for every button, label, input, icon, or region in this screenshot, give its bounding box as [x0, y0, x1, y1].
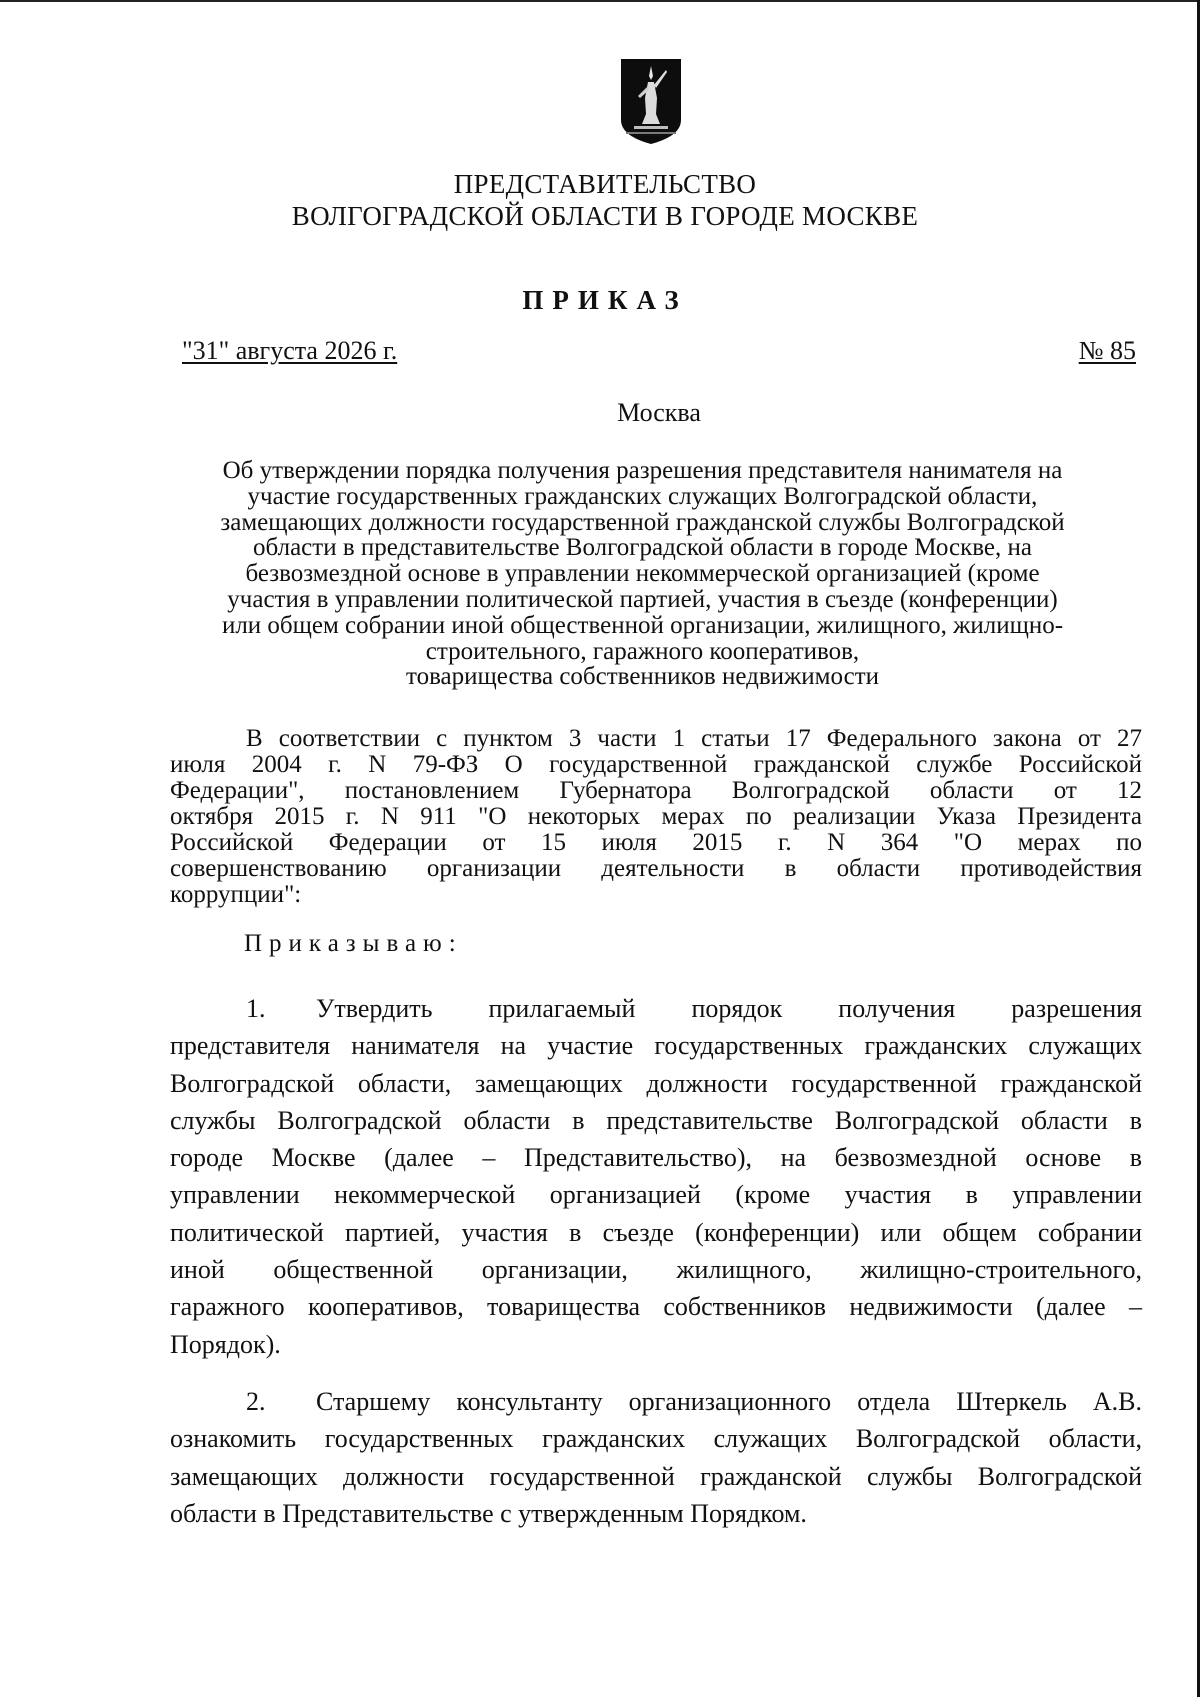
- item-2-number: 2.: [246, 1387, 266, 1416]
- title-line: замещающих должности государственной гражданской службы Волгоградской: [220, 508, 1065, 536]
- organization-name: [0, 168, 1200, 232]
- document-type: ПРИКАЗ: [522, 285, 688, 315]
- order-word: Приказываю:: [244, 930, 463, 957]
- item-1-first-line: [170, 990, 1142, 1027]
- item-2-first-line: [170, 1383, 1142, 1420]
- item-1-line: иной общественной организации, жилищного, жилищно-строительного,: [170, 1255, 1142, 1285]
- preamble-line: Федерации", постановлением Губернатора Волгоградской области от 12: [170, 777, 1142, 804]
- title-line: строительного, гаражного кооперативов,: [425, 637, 860, 665]
- title-line: товарищества собственников недвижимости: [405, 663, 880, 691]
- item-1-line: политической партией, участия в съезде (конференции) или общем собрании: [170, 1217, 1142, 1247]
- item-1-line: управлении некоммерческой организацией (кроме участия в управлении: [170, 1180, 1142, 1210]
- preamble-paragraph: [170, 726, 1142, 908]
- title-line: области в представительстве Волгоградской области в городе Москве, на: [253, 534, 1032, 562]
- preamble-line: коррупции":: [170, 881, 302, 908]
- preamble-line: Российской Федерации от 15 июля 2015 г. N 364 "О мерах по: [170, 829, 1142, 856]
- preamble-line: В соответствии с пунктом 3 части 1 статьи 17 Федерального закона от 27: [246, 725, 1142, 752]
- org-line-1: ПРЕДСТАВИТЕЛЬСТВО: [453, 169, 757, 199]
- title-line: Об утверждении порядка получения разрешения представителя нанимателя на: [222, 457, 1063, 484]
- title-line: участия в управлении политической партией, участия в съезде (конференции): [227, 585, 1058, 613]
- item-2-line: области в Представительстве с утвержденным Порядком.: [170, 1498, 807, 1528]
- item-1-line: Волгоградской области, замещающих должности государственной гражданской: [170, 1068, 1142, 1098]
- order-item-1: [170, 990, 1142, 1363]
- title-line: или общем собрании иной общественной организации, жилищного, жилищно-: [221, 611, 1064, 639]
- item-1-line: Порядок).: [170, 1329, 281, 1359]
- title-line: участие государственных гражданских служащих Волгоградской области,: [247, 482, 1038, 510]
- item-2-line: ознакомить государственных гражданских служащих Волгоградской области,: [170, 1424, 1142, 1454]
- org-line-2: ВОЛГОГРАДСКОЙ ОБЛАСТИ В ГОРОДЕ МОСКВЕ: [291, 201, 919, 231]
- item-1-line: службы Волгоградской области в представительстве Волгоградской области в: [170, 1105, 1142, 1135]
- item-1-line: городе Москве (далее – Представительство), на безвозмездной основе в: [170, 1143, 1142, 1173]
- item-2-line: замещающих должности государственной гражданской службы Волгоградской: [170, 1461, 1142, 1491]
- order-number: № 85: [1078, 336, 1136, 365]
- item-1-line: представителя нанимателя на участие государственных гражданских служащих: [170, 1031, 1142, 1061]
- preamble-line: июля 2004 г. N 79-ФЗ О государственной гражданской службе Российской: [170, 751, 1142, 778]
- item-1-first-line-text: Утвердить прилагаемый порядок получения разрешения: [316, 994, 1142, 1023]
- item-2-first-line-text: Старшему консультанту организационного отдела Штеркель А.В.: [316, 1387, 1142, 1416]
- scan-edge-top: [0, 0, 1200, 2]
- order-item-2: [170, 1383, 1142, 1532]
- volgograd-coat-of-arms-icon: [620, 58, 682, 148]
- order-date: "31" августа 2026 г.: [182, 336, 398, 365]
- item-1-line: гаражного кооперативов, товарищества собственников недвижимости (далее –: [170, 1292, 1142, 1322]
- item-1-number: 1.: [246, 994, 266, 1023]
- preamble-line: совершенствованию организации деятельности в области противодействия: [170, 855, 1142, 882]
- preamble-line: октября 2015 г. N 911 "О некоторых мерах по реализации Указа Президента: [170, 803, 1142, 830]
- order-title: [150, 458, 1135, 690]
- title-line: безвозмездной основе в управлении некоммерческой организацией (кроме: [245, 560, 1040, 588]
- order-city: Москва: [617, 398, 701, 427]
